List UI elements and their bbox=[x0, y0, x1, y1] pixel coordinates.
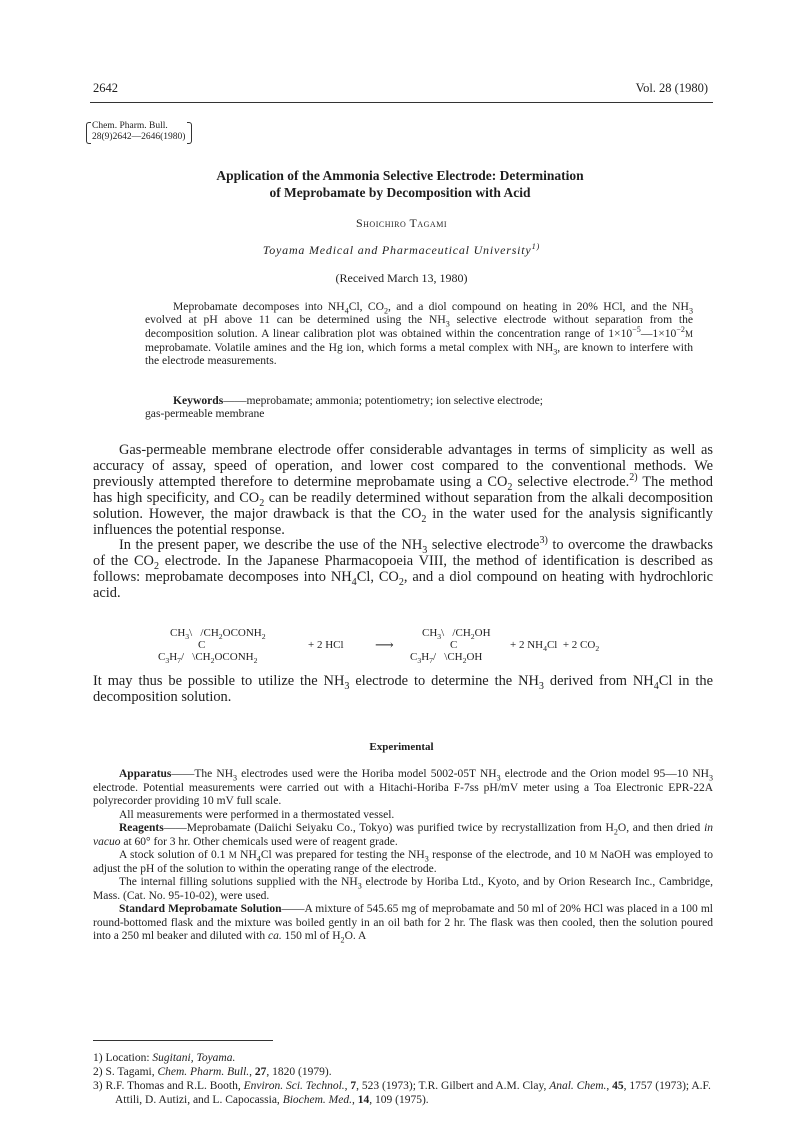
section-heading: Experimental bbox=[369, 741, 434, 753]
header-rule bbox=[90, 102, 713, 103]
paper-title bbox=[120, 167, 680, 201]
affiliation-text: Toyama Medical and Pharmaceutical University bbox=[262, 243, 532, 257]
volume-year: Vol. 28 (1980) bbox=[635, 81, 708, 95]
keywords-label: Keywords bbox=[173, 394, 224, 407]
affiliation bbox=[90, 243, 713, 258]
footnotes bbox=[93, 1051, 713, 1107]
footnote-1: 1) Location: Sugitani, Toyama. bbox=[93, 1052, 236, 1064]
intro-text: Gas-permeable membrane electrode offer considerable advantages in terms of simplicity as well as accuracy of assay, speed of operation, and lower cost compared to the conventional methods. We previously attempted therefore to determine meprobamate using a $CO_2$ selective electrode.$^{2)}$ The method has high specificity, and $CO_2$ can be readily determined without separation from the alkali decomposition solution. However, the major drawback is that the $CO_2$ in the water used for the analysis significantly influences the potential response. In the present paper, we describe the use of the $NH_3$ selective electrode$^{3)}$ to overcome the drawbacks of the $CO_2$ electrode. In the Japanese Pharmacopoeia VIII, the method of identification is described as follows: meprobamate decomposes into $NH_4Cl$, $CO_2$, and a diol compound on heating with hydrochloric acid. bbox=[93, 442, 714, 602]
abstract: Meprobamate decomposes into $NH_4Cl$, $CO_2$, and a diol compound on heating in 20% HCl, and the $NH_3$ evolved at pH above 11 can be determined using the $NH_3$ selective electrode without separation from the decomposition solution. A linear calibration plot was obtained within the concentration range of $1\times 10^{-5}—1\times 10^{-2}M$ meprobamate. Volatile amines and the Hg ion, which forms a metal complex with $NH_3$, are known to interfere with the electrode measurements. bbox=[145, 300, 694, 368]
footnote-3: 3) R.F. Thomas and R.L. Booth, Environ. Sci. Technol., 7, 523 (1973); T.R. Gilbert and A.M. Clay, Anal. Chem., 45, 1757 (1973); A.F. Attili, D. Autizi, and L. Capocassia, Biochem. Med., 14, 109 (1975). bbox=[93, 1080, 711, 1106]
experimental-text: Apparatus——The $NH_3$ electrodes used were the Horiba model 5002-05T $NH_3$ electrode and the Orion model 95—10 $NH_3$ electrode. Potential measurements were carried out with a Hitachi-Horiba F-7ss pH/mV meter using a Toa Electronic EPR-22A polyrecorder providing 10 mV full scale. All measurements were performed in a thermostated vessel. Reagents——Meprobamate (Daiichi Seiyaku Co., Tokyo) was purified twice by recrystallization from $H_2O$, and then dried in vacuo at 60° for 3 hr. Other chemicals used were of reagent grade. A stock solution of 0.1 M $NH_4Cl$ was prepared for testing the $NH_3$ response of the electrode, and 10 M NaOH was employed to adjust the pH of the solution to within the operating range of the electrode. The internal filling solutions supplied with the $NH_3$ electrode by Horiba Ltd., Kyoto, and by Orion Research Inc., Cambridge, Mass. (Cat. No. 95-10-02), were used. Standard Meprobamate Solution——A mixture of 545.65 mg of meprobamate and 50 ml of 20% HCl was placed in a 100 ml round-bottomed flask and the mixture was boiled gently in an oil bath for 2 hr. The flask was then cooled, then the solution poured into a 250 ml beaker and diluted with ca. 150 ml of $H_2O$. A bbox=[93, 768, 714, 945]
citation-ref: 28(9)2642—2646(1980) bbox=[92, 132, 186, 142]
citation-journal: Chem. Pharm. Bull. bbox=[92, 121, 168, 131]
journal-citation bbox=[92, 121, 185, 143]
affiliation-ref: 1) bbox=[531, 242, 541, 251]
intro-text-cont: It may thus be possible to utilize the $NH_3$ electrode to determine the $NH_3$ derived from $NH_4Cl$ in the decomposition solution. bbox=[93, 673, 713, 705]
title-line-2: of Meprobamate by Decomposition with Acid bbox=[269, 185, 531, 200]
keywords-list: ——meprobamate; ammonia; potentiometry; ion selective electrode; bbox=[223, 394, 543, 407]
received-date: (Received March 13, 1980) bbox=[335, 271, 468, 285]
footnote-rule bbox=[93, 1040, 273, 1041]
keywords bbox=[145, 394, 693, 421]
page-number: 2642 bbox=[93, 81, 118, 95]
reaction-scheme: $CH_3\backslash$ $/CH_2OCONH_2$ C $C_3H_7/$ $\backslash CH_2OCONH_2$ + 2 HCl ⟶ $CH_3\backslash$ $/CH_2OH$ C $C_3H_7/$ $\backslash CH_2OH$ + 2 $NH_4Cl + 2$ $CO_2$ bbox=[158, 627, 600, 666]
title-line-1: Application of the Ammonia Selective Electrode: Determination bbox=[216, 168, 584, 183]
keywords-list-cont: gas-permeable membrane bbox=[145, 407, 265, 421]
footnote-2: 2) S. Tagami, Chem. Pharm. Bull., 27, 1820 (1979). bbox=[93, 1066, 332, 1078]
author: Shoichiro Tagami bbox=[355, 216, 447, 230]
